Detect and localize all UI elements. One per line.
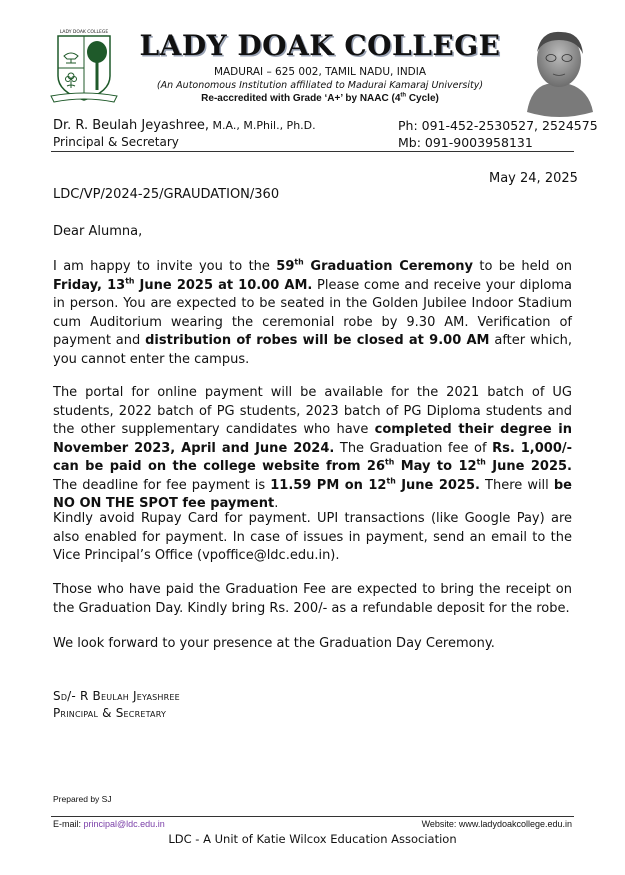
college-crest-logo-icon: [48, 26, 120, 106]
bold-text: Rs. 1,000/- can be paid on the college website from 26: [53, 440, 573, 474]
college-name-title: LADY DOAK COLLEGE: [139, 29, 501, 62]
bold-text: May to 12: [394, 459, 477, 474]
accreditation-text: Re-accredited with Grade ‘A+’ by NAAC (4: [201, 93, 401, 104]
principal-qualifications: M.A., M.Phil., Ph.D.: [209, 119, 316, 132]
text: The portal for online payment will be available for the 2021 batch of UG students, 2022 batch of PG students, 2023 batch of PG Diploma students and the other supplementary candidates who have: [53, 385, 572, 437]
bold-text: be NO ON THE SPOT fee payment: [53, 477, 572, 511]
text: The deadline for fee payment is: [53, 477, 271, 493]
email-label: E-mail:: [53, 819, 84, 829]
footer-association: LDC - A Unit of Katie Wilcox Education Association: [168, 832, 457, 846]
bold-text: 59: [276, 259, 295, 274]
phone-number: Ph: 091-452-2530527, 2524575: [398, 118, 598, 133]
bold-text: 11.59 PM on 12: [270, 477, 387, 493]
sup: th: [385, 457, 395, 467]
sup: th: [294, 257, 304, 267]
bold-text: June 2025.: [395, 477, 480, 493]
text: The Graduation fee of: [334, 440, 493, 456]
sup: th: [125, 276, 135, 286]
paragraph-invitation: [53, 258, 572, 369]
footer-email: [53, 819, 165, 829]
bold-text: June 2025.: [485, 459, 572, 474]
bold-text: June 2025 at 10.00 AM.: [134, 277, 313, 293]
sup: th: [476, 457, 486, 467]
text: to be held on: [473, 259, 573, 274]
letter-date: May 24, 2025: [489, 171, 578, 186]
footer-divider: [51, 816, 574, 817]
bold-text: Graduation Ceremony: [303, 259, 473, 274]
svg-text:LADY DOAK COLLEGE: LADY DOAK COLLEGE: [59, 30, 109, 35]
signature-name: Sd/- R Beulah Jeyashree: [53, 689, 180, 703]
principal-name-text: Dr. R. Beulah Jeyashree,: [53, 118, 210, 133]
founder-portrait-icon: [517, 22, 599, 120]
salutation: Dear Alumna,: [53, 224, 143, 239]
footer-website: Website: www.ladydoakcollege.edu.in: [421, 819, 572, 829]
paragraph-receipt-deposit: Those who have paid the Graduation Fee are expected to bring the receipt on the Graduation Day. Kindly bring Rs. 200/- as a refundable deposit for the robe.: [53, 582, 572, 616]
signature-title: Principal & Secretary: [53, 706, 167, 720]
mobile-number: Mb: 091-9003958131: [398, 135, 533, 150]
bold-text: Friday, 13: [53, 277, 126, 293]
text: I am happy to invite you to the: [53, 259, 277, 274]
text: .: [274, 496, 279, 511]
college-affiliation: (An Autonomous Institution affiliated to Madurai Kamaraj University): [156, 80, 484, 91]
paragraph-payment-methods: Kindly avoid Rupay Card for payment. UPI transactions (like Google Pay) are also enabled for payment. In case of issues in payment, send an email to the Vice Principal’s Office (vpoffice@ldc.edu.in).: [53, 511, 572, 563]
text: There will: [479, 477, 554, 493]
reference-number: LDC/VP/2024-25/GRAUDATION/360: [53, 187, 280, 202]
text: after which, you cannot enter the campus.: [53, 333, 572, 367]
header-divider: [51, 151, 574, 152]
email-link[interactable]: principal@ldc.edu.in: [83, 819, 165, 829]
sup: th: [386, 476, 396, 486]
text: Please come and receive your diploma in person. You are expected to be seated in the Golden Jubilee Indoor Stadium cum Auditorium wearing the ceremonial robe by 9.30 AM. Verification of payment and: [53, 277, 572, 348]
paragraph-closing: We look forward to your presence at the Graduation Day Ceremony.: [53, 636, 495, 651]
accreditation-suffix: Cycle): [406, 93, 439, 104]
accreditation-sup: th: [400, 92, 407, 99]
college-address: MADURAI – 625 002, TAMIL NADU, INDIA: [213, 66, 427, 78]
bold-text: completed their degree in November 2023, April and June 2024.: [53, 422, 572, 456]
prepared-by: Prepared by SJ: [53, 794, 112, 804]
principal-name: [53, 118, 316, 133]
bold-text: distribution of robes will be closed at 9.00 AM: [145, 333, 490, 348]
accreditation-line: [120, 93, 520, 104]
principal-title: Principal & Secretary: [53, 135, 179, 149]
paragraph-payment-portal: [53, 384, 572, 514]
